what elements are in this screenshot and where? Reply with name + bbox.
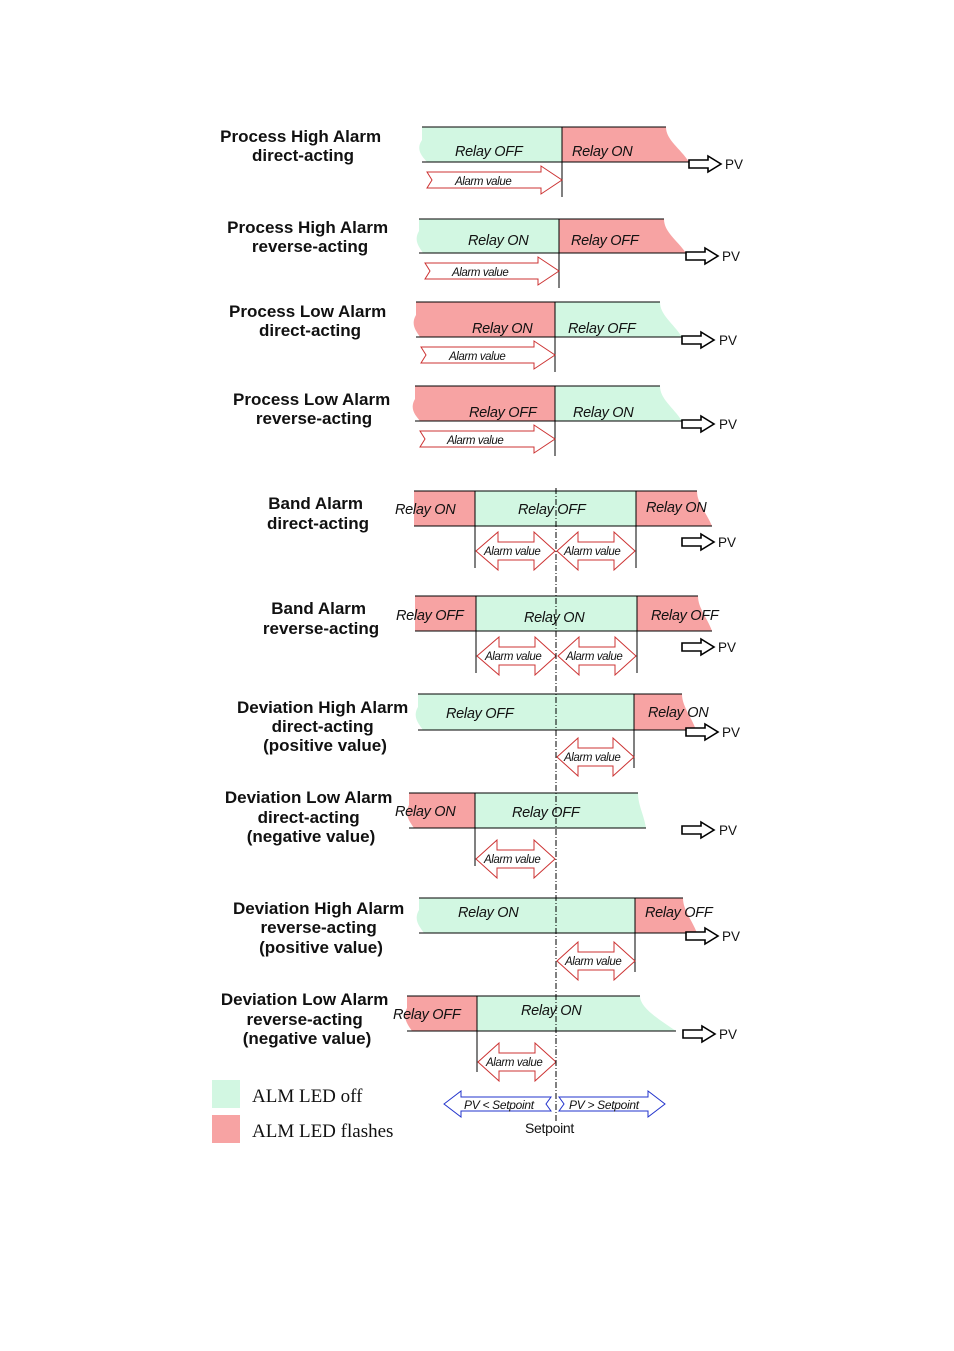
pv-arrow-icon xyxy=(682,416,714,432)
pv-greater-label: PV > Setpoint xyxy=(569,1098,639,1112)
relay-label: Relay ON xyxy=(524,610,585,626)
pv-label: PV xyxy=(725,157,744,172)
row-title: Deviation High Alarm reverse-acting (positive value) xyxy=(232,899,405,957)
row-title: Band Alarm reverse-acting xyxy=(262,599,380,638)
pv-arrow-icon xyxy=(682,534,714,550)
relay-label: Relay OFF xyxy=(446,706,514,722)
relay-label: Relay OFF xyxy=(568,321,636,337)
row-process-low-direct xyxy=(229,302,737,372)
pv-arrow-icon xyxy=(682,822,714,838)
legend-label-led-off: ALM LED off xyxy=(252,1086,363,1107)
alarm-value-label: Alarm value xyxy=(564,752,621,764)
relay-label: Relay OFF xyxy=(645,905,713,921)
pv-arrow-icon xyxy=(686,248,718,264)
alarm-value-label: Alarm value xyxy=(484,854,541,866)
row-process-high-reverse xyxy=(227,218,740,288)
pv-label: PV xyxy=(718,640,737,655)
row-deviation-low-reverse xyxy=(221,990,737,1081)
pv-arrow-icon xyxy=(683,1026,715,1042)
row-title: Deviation Low Alarm reverse-acting (negative value) xyxy=(220,990,389,1048)
pv-label: PV xyxy=(719,1027,738,1042)
row-deviation-high-direct xyxy=(237,694,740,776)
row-title: Process Low Alarm reverse-acting xyxy=(233,390,391,428)
alarm-value-label: Alarm value xyxy=(447,435,504,447)
row-deviation-low-direct xyxy=(225,788,737,878)
pv-label: PV xyxy=(722,929,741,944)
row-process-low-reverse xyxy=(233,386,737,456)
row-title: Deviation Low Alarm direct-acting (negative value) xyxy=(224,788,393,846)
pv-label: PV xyxy=(719,417,738,432)
relay-label: Relay ON xyxy=(458,905,519,921)
legend-swatch-led-flashes xyxy=(212,1115,240,1143)
alarm-value-label: Alarm value xyxy=(452,267,509,279)
relay-label: Relay OFF xyxy=(469,405,537,421)
pv-label: PV xyxy=(722,725,741,740)
alarm-value-label: Alarm value xyxy=(564,546,621,558)
relay-label: Relay ON xyxy=(521,1003,582,1019)
relay-label: Relay ON xyxy=(472,321,533,337)
alarm-value-label: Alarm value xyxy=(484,546,541,558)
row-band-reverse xyxy=(263,596,736,675)
pv-less-label: PV < Setpoint xyxy=(464,1098,534,1112)
row-title: Process Low Alarm direct-acting xyxy=(229,302,387,340)
relay-label: Relay OFF xyxy=(512,805,580,821)
relay-label: Relay ON xyxy=(646,500,707,516)
relay-label: Relay ON xyxy=(573,405,634,421)
relay-label: Relay OFF xyxy=(571,233,639,249)
pv-label: PV xyxy=(722,249,741,264)
row-title: Band Alarm direct-acting xyxy=(266,494,370,533)
legend-swatch-led-off xyxy=(212,1080,240,1108)
setpoint-label: Setpoint xyxy=(525,1120,574,1136)
alarm-value-label: Alarm value xyxy=(565,956,622,968)
relay-label: Relay ON xyxy=(468,233,529,249)
pv-arrow-icon xyxy=(689,156,721,172)
relay-label: Relay OFF xyxy=(455,144,523,160)
relay-label: Relay ON xyxy=(572,144,633,160)
pv-arrow-icon xyxy=(682,639,714,655)
pv-label: PV xyxy=(719,333,738,348)
relay-label: Relay ON xyxy=(395,804,456,820)
pv-arrow-icon xyxy=(682,332,714,348)
row-title: Deviation High Alarm direct-acting (positive value) xyxy=(236,698,409,755)
relay-label: Relay OFF xyxy=(396,608,464,624)
row-band-direct xyxy=(267,491,736,570)
relay-label: Relay ON xyxy=(648,705,709,721)
alarm-value-label: Alarm value xyxy=(455,176,512,188)
alarm-value-label: Alarm value xyxy=(566,651,623,663)
alarm-value-label: Alarm value xyxy=(449,351,506,363)
zone-led-off xyxy=(417,898,635,933)
pv-label: PV xyxy=(718,535,737,550)
legend xyxy=(212,1080,393,1143)
legend-label-led-flashes: ALM LED flashes xyxy=(252,1121,394,1142)
row-process-high-direct xyxy=(220,127,743,197)
row-deviation-high-reverse xyxy=(233,898,740,980)
relay-label: Relay OFF xyxy=(393,1007,461,1023)
row-title: Process High Alarm reverse-acting xyxy=(227,218,389,256)
alarm-value-label: Alarm value xyxy=(486,1057,543,1069)
alarm-value-label: Alarm value xyxy=(485,651,542,663)
pv-setpoint-indicator xyxy=(444,1091,665,1136)
relay-label: Relay OFF xyxy=(651,608,719,624)
pv-label: PV xyxy=(719,823,738,838)
row-title: Process High Alarm direct-acting xyxy=(220,127,382,165)
relay-label: Relay ON xyxy=(395,502,456,518)
relay-label: Relay OFF xyxy=(518,502,586,518)
